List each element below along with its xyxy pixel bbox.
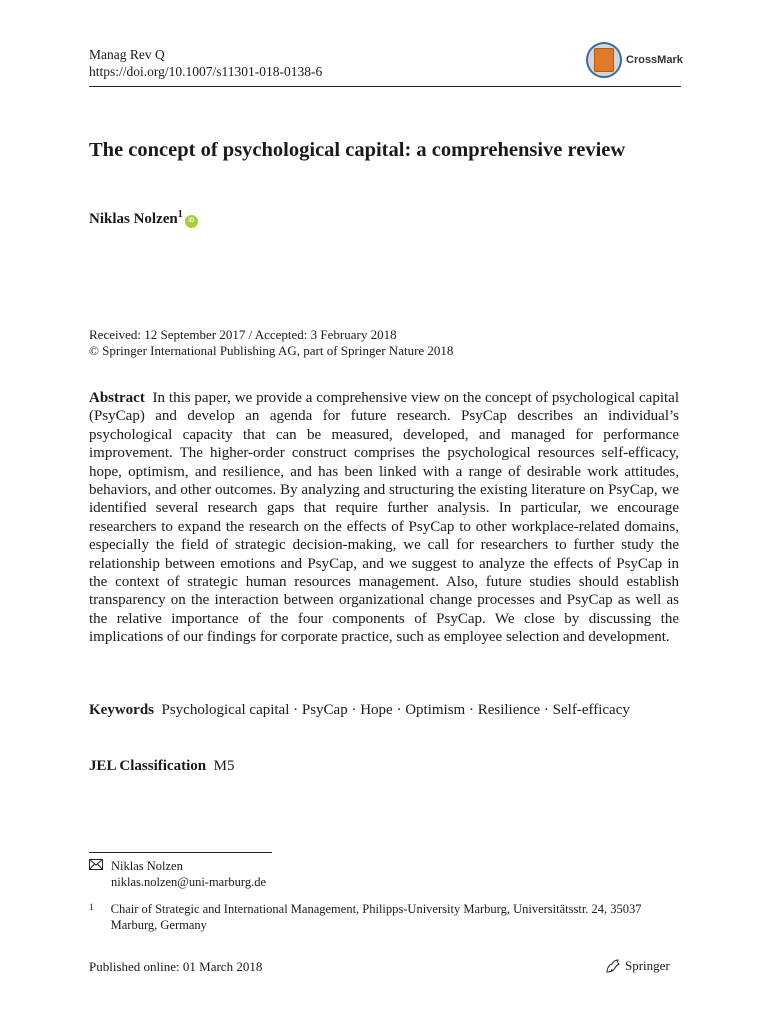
affiliation-mark: 1 <box>177 209 183 220</box>
affiliation-number: 1 <box>89 902 94 912</box>
publisher-name: Springer <box>625 958 670 973</box>
jel-classification <box>89 757 234 775</box>
author-name[interactable]: Niklas Nolzen <box>89 211 178 227</box>
author-line <box>89 211 198 228</box>
crossmark-badge[interactable] <box>586 42 683 78</box>
springer-horse-icon <box>604 958 622 974</box>
copyright-line: © Springer International Publishing AG, part of Springer Nature 2018 <box>89 343 454 358</box>
doi-link[interactable]: https://doi.org/10.1007/s11301-018-0138-6 <box>89 64 323 79</box>
affiliation-text: Chair of Strategic and International Management, Philipps-University Marburg, Universitätsstr. 24, 35037 Marburg, Germany <box>110 902 642 932</box>
header-divider <box>89 86 681 87</box>
affiliation-footnote <box>89 901 679 933</box>
envelope-icon <box>89 858 111 890</box>
crossmark-label: CrossMark <box>626 54 683 66</box>
keywords-label: Keywords <box>89 702 154 718</box>
article-title: The concept of psychological capital: a comprehensive review <box>89 139 626 161</box>
footnote-divider <box>89 852 272 853</box>
orcid-icon[interactable]: iD <box>185 215 198 228</box>
crossmark-icon <box>586 42 622 78</box>
jel-value: M5 <box>213 758 235 774</box>
abstract-text: In this paper, we provide a comprehensive view on the concept of psychological capital (PsyCap) and develop an agenda for future research. PsyCap describes an individual’s psychological capacity that can be measured, developed, and managed for performance improvement. The higher-order construct comprises the psychological resources self-efficacy, hope, optimism, and resilience, and has been linked with a range of desirable work attitudes, behaviors, and other outcomes. By analyzing and structuring the existing literature on PsyCap, we identified several research gaps that require further analysis. In particular, we encourage researchers to expand the research on the effects of PsyCap to other workplace-related domains, especially the field of strategic decision-making, we call for researchers to further study the relationship between emotions and PsyCap, and we suggest to analyze the effects of PsyCap in the context of strategic human resources management. Also, future studies should establish transparency on the interaction between organizational change processes and PsyCap as well as the relative importance of the four components of PsyCap. We close by discussing the implications of our findings for corporate practice, such as employee selection and development. <box>89 390 679 646</box>
article-dates <box>89 327 453 359</box>
corresponding-author <box>89 858 266 890</box>
contact-name: Niklas Nolzen <box>111 859 183 873</box>
journal-header <box>89 46 322 80</box>
jel-label: JEL Classification <box>89 758 207 774</box>
journal-name: Manag Rev Q <box>89 47 165 62</box>
keywords <box>89 701 679 719</box>
keywords-text: Psychological capital · PsyCap · Hope · Optimism · Resilience · Self-efficacy <box>161 702 630 718</box>
abstract <box>89 389 679 647</box>
contact-email[interactable]: niklas.nolzen@uni-marburg.de <box>111 875 266 889</box>
springer-logo[interactable] <box>604 958 670 974</box>
received-accepted: Received: 12 September 2017 / Accepted: 3 February 2018 <box>89 327 397 342</box>
published-date: Published online: 01 March 2018 <box>89 959 263 974</box>
abstract-label: Abstract <box>89 390 145 406</box>
